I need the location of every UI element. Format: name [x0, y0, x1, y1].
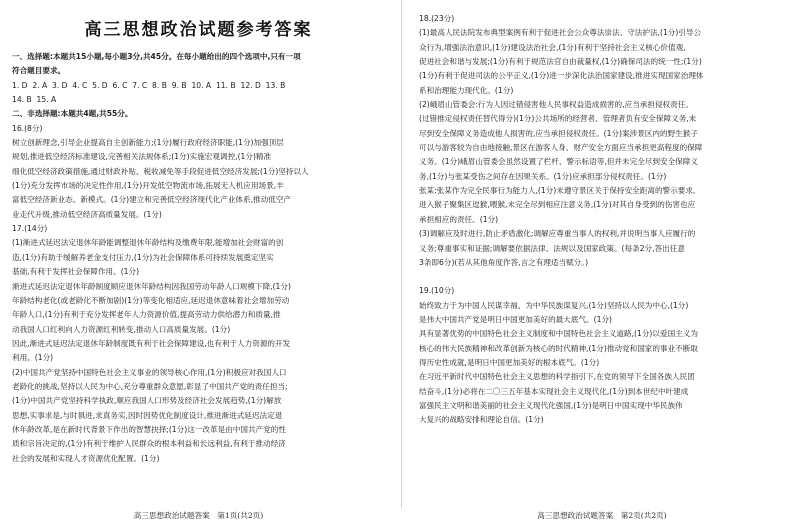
question-18-answer: 18.(23分) (1)最高人民法院发布典型案例有利于促进社会公众尊法崇法、守法护法,(1分)引导公 众行为,增强法治意识,(1分)建设法治社会,(1分)有利于坚持社会主义核心价值观, 促进社会和谐与发展;(1分)有利于规范法官自由裁量权,(1分)确保司法的统一性;(1分) (1分)有利于促进司法的公平正义,(1分)进一步深化法治国家建设,推进实现国家治理体 系和治理能力现代化。(1分) (2)峨眉山管委会:行为人因过错侵害他人民事权益造成损害的,应当承担侵权责任。 (过错推定侵权责任替代得分)(1分)公共场所的经营者、管理者负有安全保障义务,未 尽到安全保障义务造成他人损害的,应当承担侵权责任。(1分)案涉景区内的野生猴子 可以与游客较为自由地接触,景区在游客人身、财产安全方面应当承担更高程度的保障 义务。(1分)峨眉山管委会虽然设置了栏杆、警示标语等,但并未完全尽到安全保障义 务,(1分)与张某受伤之间存在因果关系。(1分)应承担部分侵权责任。(1分) 张某:张某作为完全民事行为能力人,(1分)未遵守景区关于保持安全距离的警示要求, 进入猴子聚集区逗猴,喂猴,未完全尽到相应注意义务,(1分)对其自身受到的伤害也应 承担相应的责任。(1分) (3)调解应及时进行,防止矛盾激化;调解应尊重当事人的权利,并说明当事人应履行的 义务;尊重事实和证据;调解要依据法律、法规以及国家政策。(每条2分,答出任意 3条即6分)(若从其他角度作答,言之有理适当赋分。) — [419, 14, 704, 267]
page-1-footer: 高三思想政治试题答案 第1页(共2页) — [133, 511, 264, 520]
page-2-footer: 高三思想政治试题答案 第2页(共2页) — [537, 511, 667, 520]
page-1 — [12, 0, 385, 524]
question-17-answer: 17.(14分) (1)渐进式延迟法定退休年龄能调整退休年龄结构及缴费年限,能增加社会财富的创 造,(1分)有助于缓解养老金支付压力,(1分)为社会保障体系可持续发展奠定坚实 基础,有利于发挥社会保障作用。(1分) 渐进式延迟法定退休年龄制度顺应退休年龄结构因我国劳动年龄人口规模下降,(1分) 年龄结构老化(或老龄化不断加剧)(1分)等变化相适应,延迟退休意味着社会增加劳动 年龄人口,(1分)有利于充分发挥老年人力资源价值,提高劳动力供给潜力和质量,推 动我国人口红利向人力资源红利转变,推动人口高质量发展。(1分) 因此,渐进式延迟法定退休年龄制度既有利于社会保障建设,也有利于人力资源的开发 利用。(1分) (2)中国共产党坚持中国特色社会主义事业的领导核心作用,(1分)积极应对我国人口 老龄化的挑战,坚持以人民为中心,充分尊重群众意愿,彰显了中国共产党的责任担当; (1分)中国共产党坚持科学执政,顺应我国人口形势及经济社会发展趋势,(1分)解放 思想,实事求是,与时俱进,求真务实,因时因势优化制度设计,推进渐进式延迟法定退 休年龄改革,是在新时代背景下作出的智慧抉择;(1分)这一改革是由中国共产党的性 质和宗旨决定的,(1分)有利于维护人民群众的根本利益和长远利益,有利于推动经济 社会的发展和实现人才资源优化配置。(1分) — [12, 224, 291, 463]
mc-section-heading: 一、选择题:本题共15小题,每小题3分,共45分。在每小题给出的四个选项中,只有一项 符合题目要求。 — [12, 52, 301, 76]
question-19-answer: 19.(10分) 始终致力于为中国人民谋幸福、为中华民族谋复兴,(1分)坚持以人民为中心,(1分) 是伟大中国共产党是明日中国更加美好的最大底气。(1分) 具有显著优势的中国特色社会主义制度和中国特色社会主义道路,(1分)以爱国主义为 核心的伟大民族精神和改革创新为核心的时代精神,(1分)推动党和国家的事业不断取 得历史性成就,是明日中国更加美好的根本底气。(1分) 在习近平新时代中国特色社会主义思想的科学指引下,在党的领导下全国各族人民团 结奋斗,(1分)必将在二〇三五年基本实现社会主义现代化,(1分)到本世纪中叶建成 富强民主文明和谐美丽的社会主义现代化强国,(1分)是明日中国实现中华民族伟 大复兴的战略安排和理论自信。(1分) — [419, 286, 698, 425]
page-divider — [401, 0, 402, 508]
mc-answer-list: 1. D 2. A 3. D 4. C 5. D 6. C 7. C 8. B 9. B 10. A 11. B 12. D 13. B 14. B 15. A — [12, 80, 286, 105]
page-title: 高三思想政治试题参考答案 — [84, 20, 313, 40]
question-16-answer: 16.(8分) 树立创新理念,引导企业提高自主创新能力;(1分)履行政府经济职能,(1分)加强顶层 规划,推进低空经济标准建设,完善相关法规体系;(1分)实施宏观调控,(1分)精准 细化低空经济政策措施,通过财政补贴、税收减免等手段促进低空经济发展;(1分)坚持以人 (1分)充分发挥市场的决定性作用,(1分)开发低空物流市场,拓展无人机应用场景,丰 富低空经济新业态、新模式。(1分)建立和完善低空经济现代化产业体系,推动低空产 业走代升级,推动低空经济高质量发展。(1分) — [12, 123, 309, 219]
page-2 — [419, 0, 785, 524]
non-mc-section-heading: 二、非选择题:本题共4题,共55分。 — [12, 109, 133, 119]
